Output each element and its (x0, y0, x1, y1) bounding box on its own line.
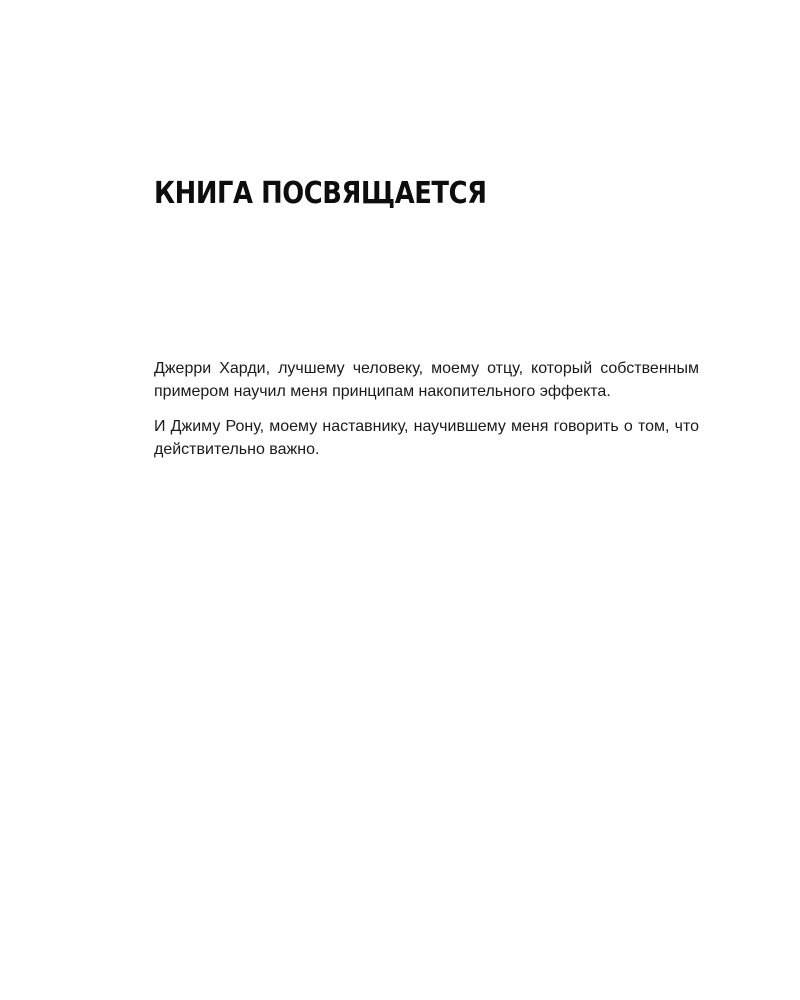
dedication-text (154, 357, 699, 473)
page-title: КНИГА ПОСВЯЩАЕТСЯ (154, 176, 487, 211)
dedication-paragraph-mentor: И Джиму Рону, моему наставнику, научившему меня говорить о том, что действительно важно. (154, 418, 699, 458)
dedication-paragraph-father: Джерри Харди, лучшему человеку, моему отцу, который собственным примером научил меня принципам накопительного эффекта. (154, 360, 699, 400)
